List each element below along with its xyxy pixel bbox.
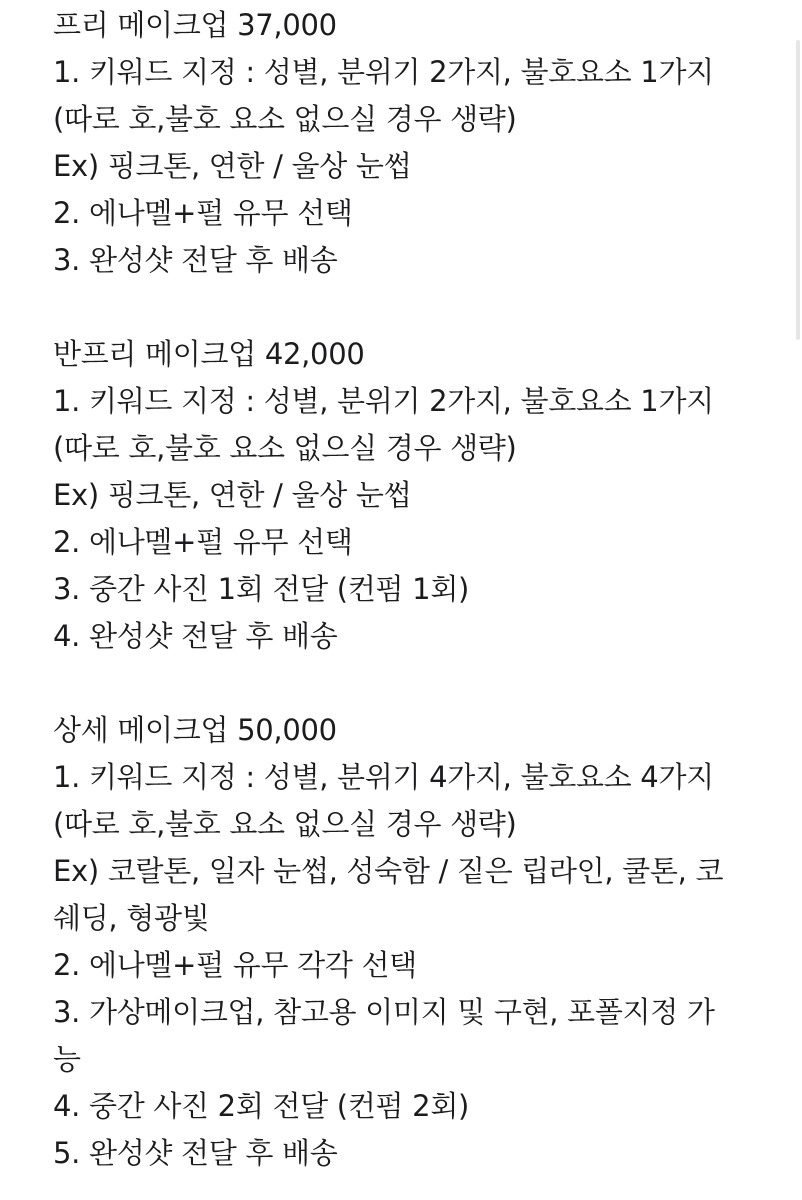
section-line: 2. 에나멜+펄 유무 선택 [53, 525, 353, 559]
section-line: (따로 호,불호 요소 없으실 경우 생략) [53, 807, 517, 841]
section-line: 1. 키워드 지정 : 성별, 분위기 2가지, 불호요소 1가지 [53, 384, 714, 418]
section-line: 2. 에나멜+펄 유무 각각 선택 [53, 948, 417, 982]
section-title: 상세 메이크업 50,000 [53, 713, 337, 747]
scroll-indicator[interactable] [796, 40, 800, 340]
section-line: 3. 가상메이크업, 참고용 이미지 및 구현, 포폴지정 가 [53, 995, 715, 1029]
section-line: 4. 완성샷 전달 후 배송 [53, 619, 338, 653]
section-line: Ex) 코랄톤, 일자 눈썹, 성숙함 / 짙은 립라인, 쿨톤, 코 [53, 854, 724, 888]
section-line: Ex) 핑크톤, 연한 / 울상 눈썹 [53, 478, 412, 512]
section-line: 1. 키워드 지정 : 성별, 분위기 4가지, 불호요소 4가지 [53, 760, 714, 794]
note-content [53, 2, 753, 1177]
section-line: 능 [53, 1042, 81, 1076]
section-line: 쉐딩, 형광빛 [53, 901, 210, 935]
section-line: 3. 완성샷 전달 후 배송 [53, 243, 338, 277]
section-line: 2. 에나멜+펄 유무 선택 [53, 196, 353, 230]
section-line: 5. 완성샷 전달 후 배송 [53, 1136, 338, 1170]
section-semi-free-makeup [53, 331, 753, 660]
section-line: 1. 키워드 지정 : 성별, 분위기 2가지, 불호요소 1가지 [53, 55, 714, 89]
section-title: 프리 메이크업 37,000 [53, 8, 337, 42]
section-line: (따로 호,불호 요소 없으실 경우 생략) [53, 431, 517, 465]
section-line: Ex) 핑크톤, 연한 / 울상 눈썹 [53, 149, 412, 183]
section-title: 반프리 메이크업 42,000 [53, 337, 365, 371]
section-line: (따로 호,불호 요소 없으실 경우 생략) [53, 102, 517, 136]
section-detailed-makeup [53, 707, 753, 1177]
section-free-makeup [53, 2, 753, 284]
section-line: 4. 중간 사진 2회 전달 (컨펌 2회) [53, 1089, 470, 1123]
section-line: 3. 중간 사진 1회 전달 (컨펌 1회) [53, 572, 470, 606]
